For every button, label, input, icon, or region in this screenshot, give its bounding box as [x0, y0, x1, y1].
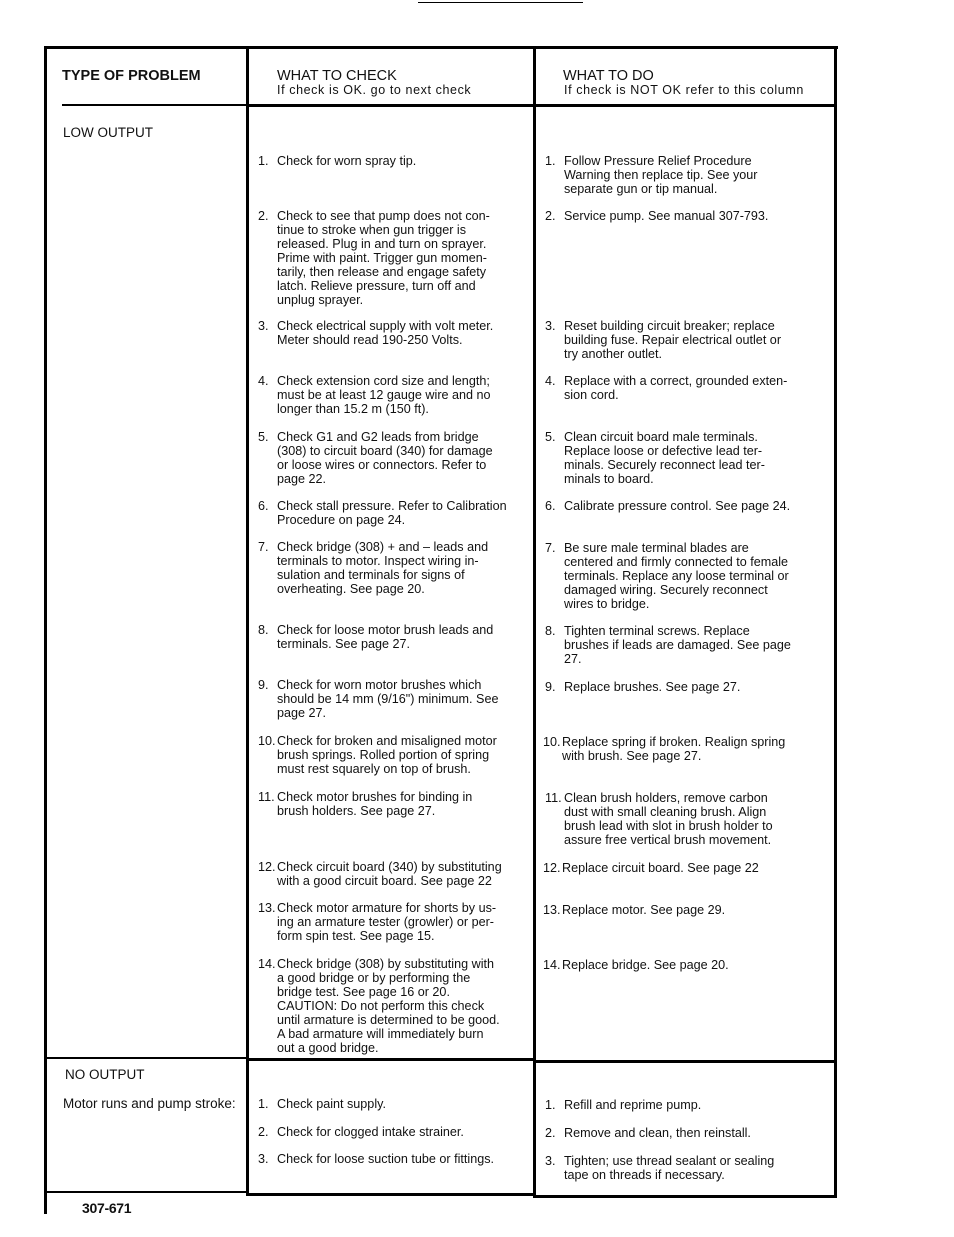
bottom-rule-mid [246, 1193, 535, 1196]
top-rule [418, 2, 583, 3]
check-item: 11. Check motor brushes for binding in brush holders. See page 27. [258, 790, 473, 818]
check-item: 5. Check G1 and G2 leads from bridge (308) to circuit board (340) for damage or loose wires or connectors. Refer to page 22. [258, 430, 493, 486]
bottom-rule-left [44, 1191, 247, 1193]
action-item: 1. Follow Pressure Relief Procedure Warning then replace tip. See your separate gun or tip manual. [545, 154, 758, 196]
header-what-to-do-sub: If check is NOT OK refer to this column [564, 83, 804, 97]
section-rule-mid [246, 1058, 535, 1061]
header-what-to-check: WHAT TO CHECK [277, 68, 397, 84]
col-divider-1 [246, 46, 249, 1196]
table-top-border [44, 46, 838, 49]
action-item: 11. Clean brush holders, remove carbon dust with small cleaning brush. Align brush lead with slot in brush holder to assure free vertical brush movement. [545, 791, 773, 847]
check-item: 9. Check for worn motor brushes which should be 14 mm (9/16") minimum. See page 27. [258, 678, 499, 720]
action-item: 4. Replace with a correct, grounded exten- sion cord. [545, 374, 788, 402]
check-item: 6. Check stall pressure. Refer to Calibration Procedure on page 24. [258, 499, 507, 527]
section-rule [44, 1057, 247, 1059]
action-item: 7. Be sure male terminal blades are centered and firmly connected to female terminals. Replace any loose terminal or damaged wiring. Securely reconnect wires to bridge. [545, 541, 789, 611]
action-item: 9. Replace brushes. See page 27. [545, 680, 741, 694]
check-item: 12. Check circuit board (340) by substituting with a good circuit board. See page 22 [258, 860, 502, 888]
header-rule-mid-right [246, 104, 837, 107]
check-item: 10. Check for broken and misaligned motor brush springs. Rolled portion of spring must rest squarely on top of brush. [258, 734, 497, 776]
check-item: 2. Check to see that pump does not con- tinue to stroke when gun trigger is released. Plug in and turn on sprayer. Prime with paint. Trigger gun momen- tarily, then release and engage safety latch. Relieve pressure, turn off and unplug sprayer. [258, 209, 490, 307]
action-item: 5. Clean circuit board male terminals. Replace loose or defective lead ter- minals. Securely reconnect lead ter- minals to board. [545, 430, 765, 486]
action-item: 14. Replace bridge. See page 20. [543, 958, 729, 972]
left-border [44, 46, 47, 1214]
bottom-rule-right [533, 1195, 837, 1198]
check-item: 14. Check bridge (308) by substituting with a good bridge or by performing the bridge test. See page 16 or 20. CAUTION: Do not perform this check until armature is determined to be good. A bad armature will immediately burn out a good bridge. [258, 957, 500, 1055]
right-border [834, 46, 837, 1198]
action-item: 6. Calibrate pressure control. See page 24. [545, 499, 791, 513]
check-item: 3. Check electrical supply with volt meter. Meter should read 190-250 Volts. [258, 319, 494, 347]
header-what-to-check-sub: If check is OK. go to next check [277, 83, 472, 97]
section-rule-right [533, 1060, 837, 1063]
check-item: 13. Check motor armature for shorts by us- ing an armature tester (growler) or per- form spin test. See page 15. [258, 901, 497, 943]
action-item: 2. Remove and clean, then reinstall. [545, 1126, 751, 1140]
check-item: 1. Check for worn spray tip. [258, 154, 417, 168]
action-item: 3. Reset building circuit breaker; replace building fuse. Repair electrical outlet or try another outlet. [545, 319, 782, 361]
check-item: 1. Check paint supply. [258, 1097, 386, 1111]
section-title-no-output: NO OUTPUT [65, 1067, 145, 1082]
page-number: 307-671 [82, 1200, 132, 1216]
check-item: 7. Check bridge (308) + and – leads and terminals to motor. Inspect wiring in- sulation and terminals for signs of overheating. See page 20. [258, 540, 489, 596]
check-item: 4. Check extension cord size and length; must be at least 12 gauge wire and no longer than 15.2 m (150 ft). [258, 374, 491, 416]
section-title-low-output: LOW OUTPUT [63, 125, 153, 140]
action-item: 8. Tighten terminal screws. Replace brushes if leads are damaged. See page 27. [545, 624, 791, 666]
action-item: 10. Replace spring if broken. Realign spring with brush. See page 27. [543, 735, 786, 763]
section-subtitle-no-output: Motor runs and pump stroke: [63, 1096, 236, 1111]
header-what-to-do: WHAT TO DO [563, 68, 654, 84]
action-item: 12. Replace circuit board. See page 22 [543, 861, 759, 875]
check-item: 2. Check for clogged intake strainer. [258, 1125, 464, 1139]
action-item: 13. Replace motor. See page 29. [543, 903, 726, 917]
action-item: 3. Tighten; use thread sealant or sealing tape on threads if necessary. [545, 1154, 775, 1182]
header-rule-left [62, 104, 246, 106]
action-item: 1. Refill and reprime pump. [545, 1098, 702, 1112]
col-divider-2 [533, 46, 536, 1196]
check-item: 3. Check for loose suction tube or fittings. [258, 1152, 495, 1166]
header-type-of-problem: TYPE OF PROBLEM [62, 68, 201, 84]
check-item: 8. Check for loose motor brush leads and terminals. See page 27. [258, 623, 494, 651]
action-item: 2. Service pump. See manual 307-793. [545, 209, 769, 223]
